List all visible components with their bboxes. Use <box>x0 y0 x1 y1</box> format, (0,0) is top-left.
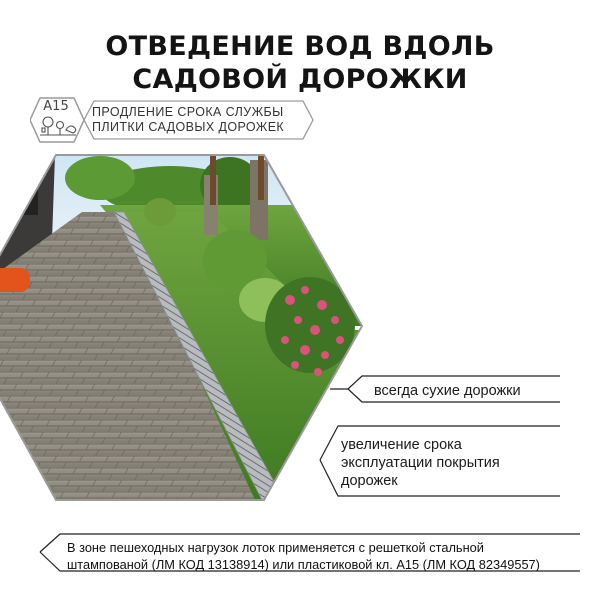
note-line-1: В зоне пешеходных нагрузок лоток применяется с решеткой стальной <box>67 540 484 555</box>
feature-line: увеличение срока <box>341 437 462 453</box>
title-line-1: ОТВЕДЕНИЕ ВОД ВДОЛЬ <box>105 31 495 62</box>
badge-line-2: ПЛИТКИ САДОВЫХ ДОРОЖЕК <box>92 120 285 134</box>
feature-line: эксплуатации покрытия <box>341 455 500 471</box>
feature-line: дорожек <box>341 473 398 489</box>
bottom-note <box>67 539 540 573</box>
feature-longer-life <box>341 436 500 490</box>
title-line-2: САДОВОЙ ДОРОЖКИ <box>132 64 468 95</box>
photo-content <box>0 155 380 500</box>
class-label: A15 <box>43 99 69 114</box>
feature-dry-paths: всегда сухие дорожки <box>374 383 521 399</box>
badge-line-1: ПРОДЛЕНИЕ СРОКА СЛУЖБЫ <box>92 105 284 119</box>
note-line-2: штампованой (ЛМ КОД 13138914) или пластиковой кл. А15 (ЛМ КОД 82349557) <box>67 557 540 572</box>
